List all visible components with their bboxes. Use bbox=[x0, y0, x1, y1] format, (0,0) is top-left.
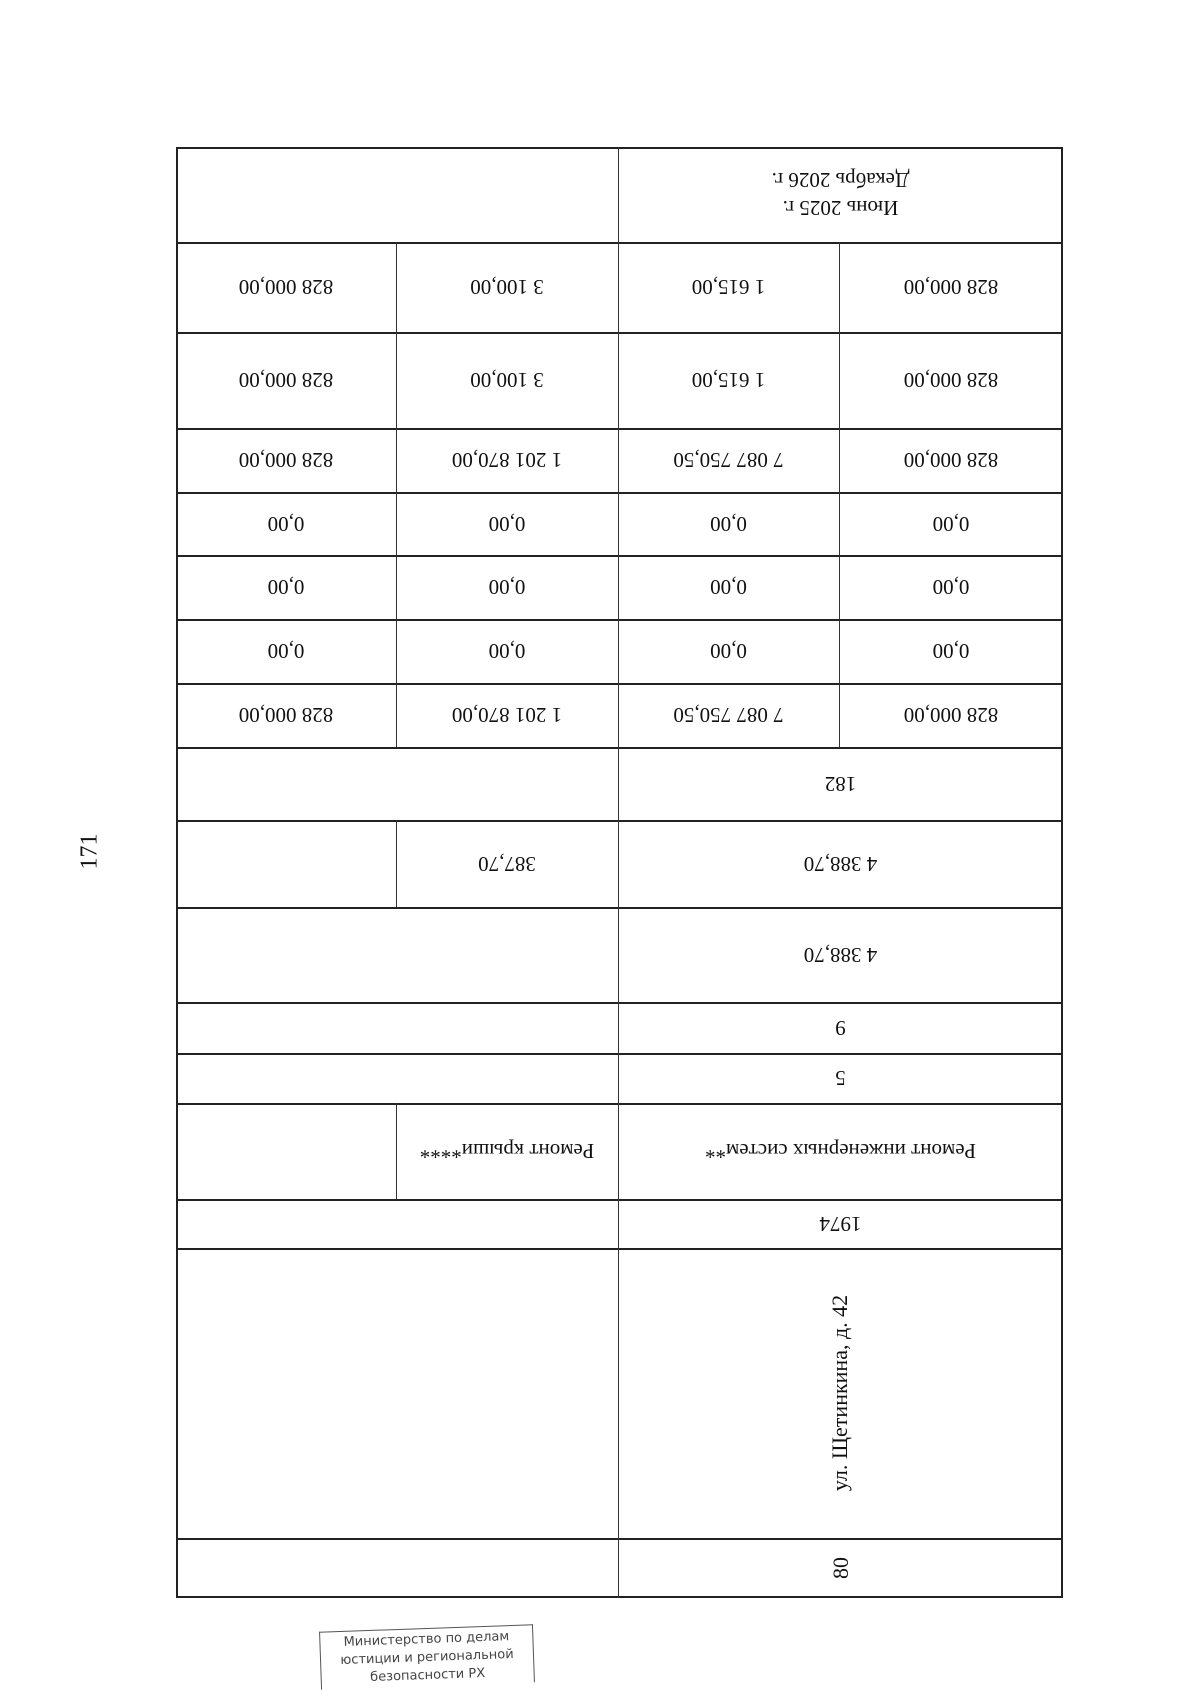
cell-value: 828 000,00 bbox=[238, 275, 334, 300]
cell-value: 828 000,00 bbox=[238, 448, 334, 473]
cell-value: 0,00 bbox=[267, 639, 305, 664]
cell-value: 7 087 750,50 bbox=[673, 703, 784, 728]
cell-value: 828 000,00 bbox=[903, 368, 999, 393]
cell-value: 0,00 bbox=[932, 575, 970, 600]
cell-value: 0,00 bbox=[710, 575, 747, 600]
cell-value: 0,00 bbox=[488, 512, 526, 536]
floors-cell: 9 bbox=[835, 1016, 846, 1040]
cell-value: 3 100,00 bbox=[470, 275, 544, 300]
area-roof-cell: 387,70 bbox=[478, 852, 536, 876]
period-end: Декабрь 2026 г. bbox=[771, 168, 910, 193]
period-cell bbox=[618, 147, 1063, 242]
cell-value: 0,00 bbox=[710, 639, 747, 664]
stamp-line: безопасности РХ bbox=[369, 1665, 486, 1685]
rotated-table bbox=[176, 147, 1063, 1598]
year-built-cell: 1974 bbox=[819, 1212, 862, 1236]
cell-value: 0,00 bbox=[932, 639, 970, 664]
cell-value: 3 100,00 bbox=[470, 368, 544, 393]
address-cell bbox=[618, 1248, 1063, 1538]
cell-value: 1 201 870,00 bbox=[451, 448, 563, 473]
cell-value: 7 087 750,50 bbox=[673, 448, 784, 473]
stamp-line: Министерство по делам bbox=[343, 1629, 510, 1650]
cell-value: 828 000,00 bbox=[903, 448, 999, 473]
work-roof-cell: Ремонт крыши**** bbox=[419, 1139, 595, 1164]
cell-value: 828 000,00 bbox=[903, 275, 999, 300]
cell-value: 1 615,00 bbox=[691, 368, 766, 393]
ministry-stamp bbox=[319, 1624, 535, 1689]
cell-value: 0,00 bbox=[488, 575, 526, 600]
cell-value: 0,00 bbox=[488, 639, 526, 664]
entrances-cell: 5 bbox=[835, 1066, 846, 1091]
period-start: Июнь 2025 г. bbox=[782, 196, 899, 221]
area-total-cell: 4 388,70 bbox=[803, 852, 878, 876]
stamp-line: юстиции и региональной bbox=[340, 1646, 514, 1669]
residents-cell: 182 bbox=[824, 772, 857, 796]
cell-value: 828 000,00 bbox=[238, 703, 334, 728]
area-living-cell: 4 388,70 bbox=[803, 943, 878, 967]
cell-value: 0,00 bbox=[932, 512, 970, 536]
cell-value: 0,00 bbox=[267, 512, 305, 536]
row-number-text: 80 bbox=[827, 1557, 853, 1579]
page-number: 171 bbox=[76, 833, 103, 870]
cell-value: 828 000,00 bbox=[903, 703, 999, 728]
cell-value: 0,00 bbox=[267, 575, 305, 600]
cell-value: 1 615,00 bbox=[691, 275, 766, 300]
row-number-cell bbox=[618, 1538, 1063, 1598]
address-text: ул. Щетинкина, д. 42 bbox=[827, 1294, 853, 1492]
cell-value: 0,00 bbox=[710, 512, 747, 536]
cell-value: 1 201 870,00 bbox=[451, 703, 563, 728]
cell-value: 828 000,00 bbox=[238, 368, 334, 393]
work-engineering-cell: Ремонт инженерных систем** bbox=[704, 1139, 977, 1164]
